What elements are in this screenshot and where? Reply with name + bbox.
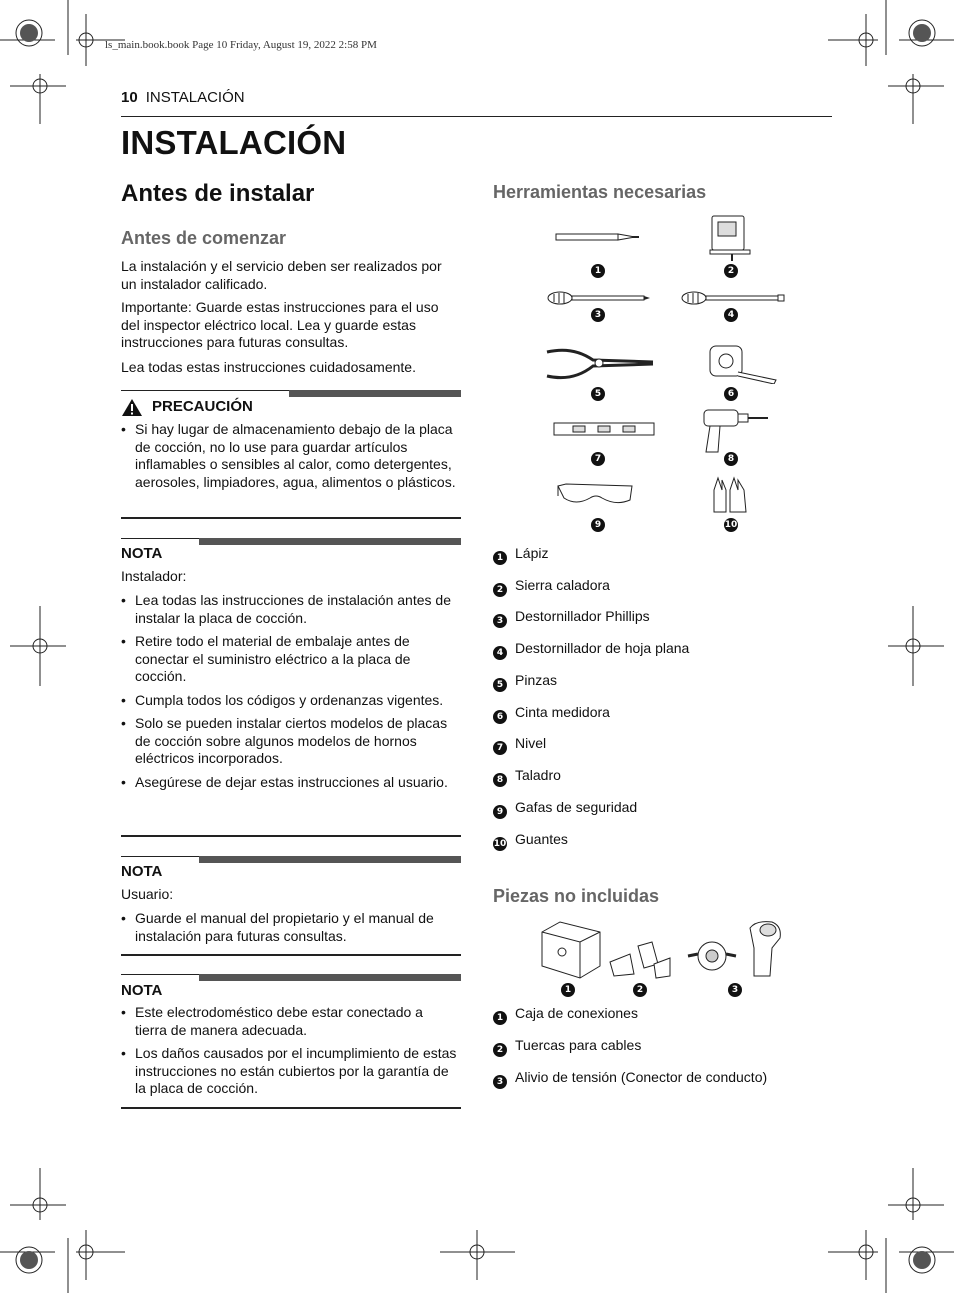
note-title: NOTA	[121, 545, 163, 562]
wire-nuts-icon	[608, 940, 672, 985]
section-heading: Antes de instalar	[121, 180, 315, 207]
drill-icon	[700, 408, 770, 459]
tool-legend-item: 6 Cinta medidora	[493, 704, 610, 724]
list-item: • Retire todo el material de embalaje antes de conectar el suministro eléctrico a la placa de cocción.	[121, 633, 457, 686]
part-number: 2	[633, 983, 647, 997]
intro-paragraph-3: Lea todas estas instrucciones cuidadosamente.	[121, 359, 416, 375]
tool-legend-item: 4 Destornillador de hoja plana	[493, 640, 689, 660]
header-section: INSTALACIÓN	[145, 89, 245, 106]
list-item: • Los daños causados por el incumplimiento de estas instrucciones no están cubiertos por la garantía de la placa de cocción.	[121, 1045, 457, 1098]
part-number: 1	[561, 983, 575, 997]
caution-list	[121, 421, 457, 497]
page-number: 10	[121, 89, 138, 106]
list-item: • Asegúrese de dejar estas instrucciones al usuario.	[121, 774, 457, 792]
tool-number: 8	[724, 452, 738, 466]
strain-relief-icon	[686, 918, 786, 985]
pencil-icon	[555, 230, 641, 249]
safety-glasses-icon	[556, 480, 636, 513]
part-legend-item: 3 Alivio de tensión (Conector de conducto)	[493, 1069, 767, 1089]
tool-legend-item: 2 Sierra caladora	[493, 577, 610, 597]
tool-legend-item: 3 Destornillador Phillips	[493, 608, 650, 628]
tool-legend-item: 9 Gafas de seguridad	[493, 799, 637, 819]
tape-measure-icon	[708, 344, 780, 389]
tool-number: 6	[724, 387, 738, 401]
junction-box-icon	[540, 920, 602, 985]
tool-number: 9	[591, 518, 605, 532]
tool-legend-item: 8 Taladro	[493, 767, 561, 787]
tool-number: 10	[724, 520, 738, 530]
list-item: • Lea todas las instrucciones de instalación antes de instalar la placa de cocción.	[121, 592, 457, 627]
note-ground-bottom	[121, 1107, 461, 1109]
list-item: • Si hay lugar de almacenamiento debajo de la placa de cocción, no lo use para guardar artículos inflamables o sensibles al calor, como detergentes, aerosoles, limpiadores, agua, alimentos o plásticos.	[121, 421, 457, 491]
parts-heading: Piezas no incluidas	[493, 886, 660, 906]
tool-legend-item: 5 Pinzas	[493, 672, 557, 692]
subheading-antes-de-comenzar: Antes de comenzar	[121, 228, 287, 248]
caution-box-bottom	[121, 517, 461, 519]
page-header	[121, 89, 832, 117]
part-legend-item: 1 Caja de conexiones	[493, 1005, 638, 1025]
note-intro: Usuario:	[121, 886, 174, 902]
note-title: NOTA	[121, 863, 163, 880]
tool-number: 7	[591, 452, 605, 466]
tool-number: 2	[724, 264, 738, 278]
caution-title: PRECAUCIÓN	[152, 398, 253, 415]
note-installer-list	[121, 592, 457, 797]
tools-heading: Herramientas necesarias	[493, 182, 707, 202]
pliers-icon	[543, 344, 655, 389]
part-legend-item: 2 Tuercas para cables	[493, 1037, 641, 1057]
list-item: • Cumpla todos los códigos y ordenanzas vigentes.	[121, 692, 457, 710]
page-title: INSTALACIÓN	[121, 124, 347, 161]
tool-number: 3	[591, 308, 605, 322]
intro-paragraph-1: La instalación y el servicio deben ser realizados por un instalador calificado.	[121, 258, 442, 292]
print-line: ls_main.book.book Page 10 Friday, August 19, 2022 2:58 PM	[105, 39, 377, 51]
list-item: • Solo se pueden instalar ciertos modelos de placas de cocción sobre algunos modelos de hornos eléctricos incorporados.	[121, 715, 457, 768]
warning-icon	[121, 398, 143, 422]
note-user-list	[121, 910, 457, 951]
gloves-icon	[710, 476, 750, 519]
jigsaw-icon	[708, 214, 752, 267]
note-ground-list	[121, 1004, 457, 1104]
level-icon	[553, 420, 655, 445]
tool-legend-item: 10 Guantes	[493, 831, 568, 849]
tool-number: 4	[724, 308, 738, 322]
note-installer-bottom	[121, 835, 461, 837]
note-user-bottom	[121, 954, 461, 956]
note-intro: Instalador:	[121, 568, 187, 584]
part-number: 3	[728, 983, 742, 997]
list-item: • Este electrodoméstico debe estar conectado a tierra de manera adecuada.	[121, 1004, 457, 1039]
tool-legend-item: 1 Lápiz	[493, 545, 548, 565]
intro-paragraph-2: Importante: Guarde estas instrucciones para el uso del inspector eléctrico local. Lea y guarde estas instrucciones para futuras consultas.	[121, 299, 439, 350]
tool-number: 1	[591, 264, 605, 278]
tool-legend-item: 7 Nivel	[493, 735, 546, 755]
list-item: • Guarde el manual del propietario y el manual de instalación para futuras consultas.	[121, 910, 457, 945]
note-title: NOTA	[121, 982, 163, 999]
tool-number: 5	[591, 387, 605, 401]
